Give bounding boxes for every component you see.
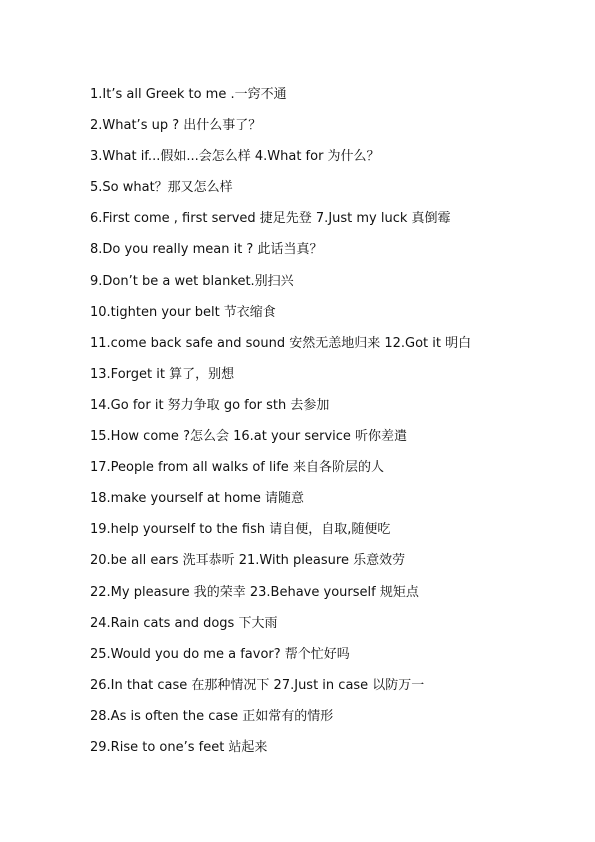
document-body [90, 85, 570, 769]
list-item: 24.Rain cats and dogs 下大雨 [90, 615, 278, 631]
list-item: 3.What if...假如...会怎么样 4.What for 为什么？ [90, 149, 380, 165]
list-item: 22.My pleasure 我的荣幸 23.Behave yourself 规矩点 [90, 584, 419, 600]
list-item: 11.come back safe and sound 安然无恙地归来 12.Got it 明白 [90, 335, 472, 351]
list-item: 18.make yourself at home 请随意 [90, 491, 305, 507]
list-item: 25.Would you do me a favor? 帮个忙好吗 [90, 646, 350, 662]
list-item: 29.Rise to one’s feet 站起来 [90, 739, 268, 755]
list-item: 9.Don’t be a wet blanket.别扫兴 [90, 273, 294, 289]
list-item: 17.People from all walks of life 来自各阶层的人 [90, 460, 384, 476]
list-item: 28.As is often the case 正如常有的情形 [90, 708, 334, 724]
list-item: 5.So what？那又怎么样 [90, 180, 233, 196]
list-item: 6.First come , first served 捷足先登 7.Just my luck 真倒霉 [90, 211, 451, 227]
list-item: 20.be all ears 洗耳恭听 21.With pleasure 乐意效劳 [90, 553, 406, 569]
list-item: 8.Do you really mean it ? 此话当真？ [90, 242, 323, 258]
list-item: 19.help yourself to the fish 请自便，自取,随便吃 [90, 522, 391, 538]
list-item: 13.Forget it 算了，别想 [90, 366, 235, 382]
list-item: 1.It’s all Greek to me .一窍不通 [90, 87, 287, 102]
list-item: 26.In that case 在那种情况下 27.Just in case 以防万一 [90, 677, 425, 693]
list-item: 15.How come ?怎么会 16.at your service 听你差遣 [90, 429, 408, 445]
list-item: 10.tighten your belt 节衣缩食 [90, 304, 276, 320]
list-item: 14.Go for it 努力争取 go for sth 去参加 [90, 397, 330, 413]
list-item: 2.What’s up ? 出什么事了？ [90, 118, 262, 134]
